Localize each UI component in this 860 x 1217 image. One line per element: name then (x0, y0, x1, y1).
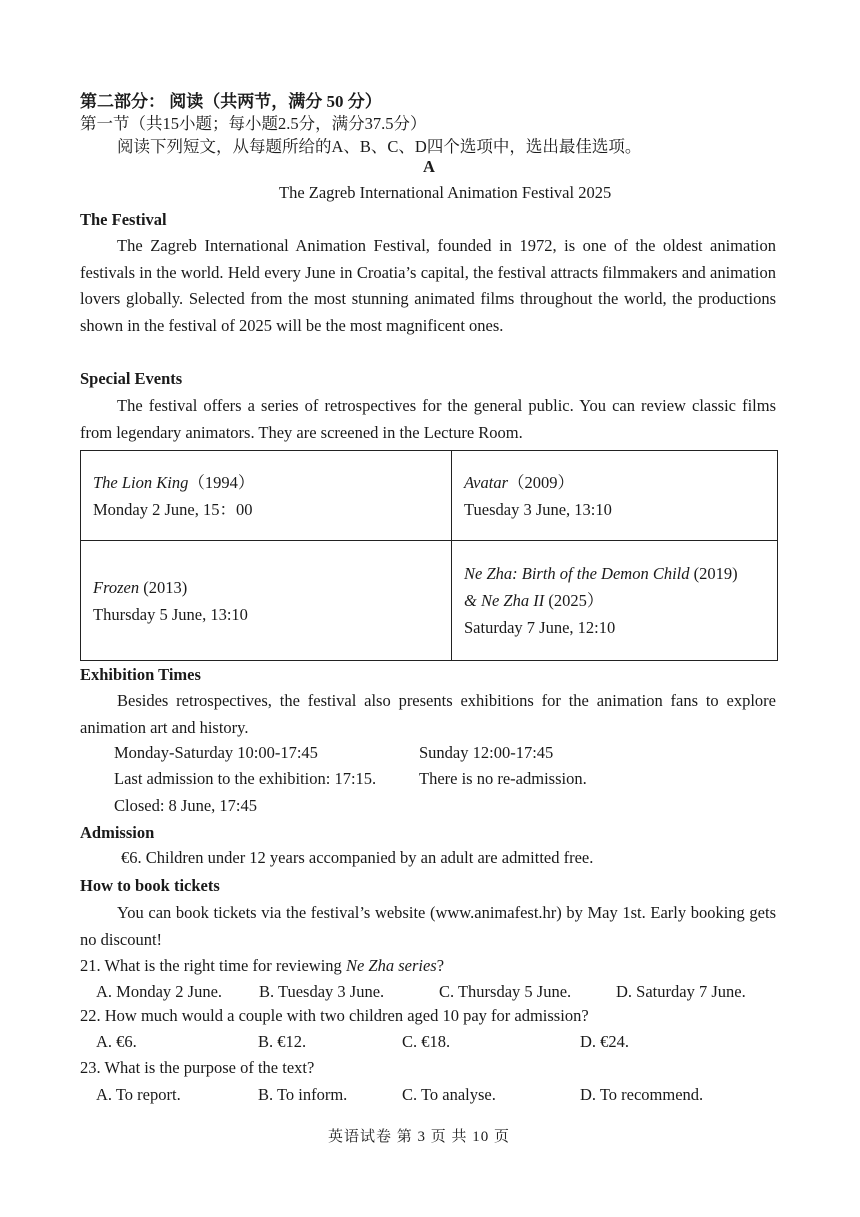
question-text: 21. What is the right time for reviewing (80, 956, 346, 975)
option-23-c: C. To analyse. (402, 1085, 496, 1104)
exhibition-sunday-hours: Sunday 12:00-17:45 (419, 743, 554, 762)
option-23-d: D. To recommend. (580, 1085, 704, 1104)
page-footer: 英语试卷 第 3 页 共 10 页 (328, 1129, 511, 1145)
film-title: The Lion King (93, 472, 189, 492)
question-21 (80, 956, 444, 976)
booking-text: You can book tickets via the festival’s website (www.animafest.hr) by May 1st. Early booking gets no discount! (80, 903, 776, 949)
option-22-c: C. €18. (402, 1032, 451, 1051)
option-21-a: A. Monday 2 June. (96, 982, 223, 1001)
film-title: Avatar (464, 472, 508, 492)
question-22: 22. How much would a couple with two children aged 10 pay for admission? (80, 1006, 589, 1025)
film-schedule-table (80, 450, 778, 661)
option-21-d: D. Saturday 7 June. (616, 982, 746, 1001)
option-22-a: A. €6. (96, 1032, 137, 1051)
film-time: Saturday 7 June, 12:10 (464, 618, 616, 637)
admission-heading: Admission (80, 823, 155, 842)
film-year-2: (2025） (544, 591, 604, 610)
exhibition-heading: Exhibition Times (80, 665, 201, 684)
film-year: (2019) (689, 564, 738, 583)
booking-paragraph (80, 900, 776, 953)
festival-paragraph (80, 233, 776, 339)
film-time: Monday 2 June, 15：00 (93, 499, 253, 519)
exhibition-no-readmission: There is no re-admission. (419, 769, 587, 788)
passage-letter: A (423, 157, 435, 176)
question-23: 23. What is the purpose of the text? (80, 1058, 315, 1077)
film-time: Tuesday 3 June, 13:10 (464, 499, 612, 519)
instructions: 阅读下列短文，从每题所给的A、B、C、D四个选项中，选出最佳选项。 (117, 137, 642, 156)
exhibition-paragraph (80, 688, 776, 741)
film-cell (452, 541, 778, 661)
exhibition-weekday-hours: Monday-Saturday 10:00-17:45 (114, 743, 318, 762)
film-title: Frozen (93, 577, 140, 597)
question-italic: Ne Zha series (345, 956, 437, 975)
special-events-text: The festival offers a series of retrospectives for the general public. You can review classic films from legendary animators. They are screened in the Lecture Room. (80, 396, 776, 442)
film-cell (81, 451, 452, 541)
option-22-d: D. €24. (580, 1032, 630, 1051)
festival-text: The Zagreb International Animation Festival, founded in 1972, is one of the oldest animation festivals in the world. Held every June in Croatia’s capital, the festival attracts filmmakers and animation lovers globally. Selected from the most stunning animated films throughout the world, the productions shown in the festival of 2025 will be the most magnificent ones. (80, 236, 776, 335)
part-heading: 第二部分： 阅读（共两节，满分 50 分） (80, 92, 382, 111)
film-cell (81, 541, 452, 661)
film-time: Thursday 5 June, 13:10 (93, 604, 248, 624)
film-year: (2013) (139, 577, 188, 597)
film-year: （2009） (508, 472, 574, 492)
booking-heading: How to book tickets (80, 876, 220, 895)
option-21-c: C. Thursday 5 June. (439, 982, 572, 1001)
option-23-b: B. To inform. (258, 1085, 348, 1104)
special-events-paragraph (80, 393, 776, 446)
exhibition-text: Besides retrospectives, the festival also presents exhibitions for the animation fans to explore animation art and history. (80, 691, 776, 737)
passage-title: The Zagreb International Animation Festival 2025 (279, 183, 612, 202)
film-cell (452, 451, 778, 541)
option-21-b: B. Tuesday 3 June. (259, 982, 385, 1001)
question-end: ? (436, 956, 445, 975)
film-title: Ne Zha: Birth of the Demon Child (464, 564, 690, 583)
exhibition-last-admission: Last admission to the exhibition: 17:15. (114, 769, 377, 788)
option-23-a: A. To report. (96, 1085, 181, 1104)
film-title-2: & Ne Zha II (464, 591, 545, 610)
film-year: （1994） (188, 472, 255, 492)
exhibition-closed: Closed: 8 June, 17:45 (114, 796, 257, 815)
special-events-heading: Special Events (80, 369, 183, 388)
festival-heading: The Festival (80, 210, 167, 229)
option-22-b: B. €12. (258, 1032, 307, 1051)
section-heading: 第一节（共15小题；每小题2.5分，满分37.5分） (80, 114, 427, 133)
admission-text: €6. Children under 12 years accompanied by an adult are admitted free. (121, 848, 594, 867)
